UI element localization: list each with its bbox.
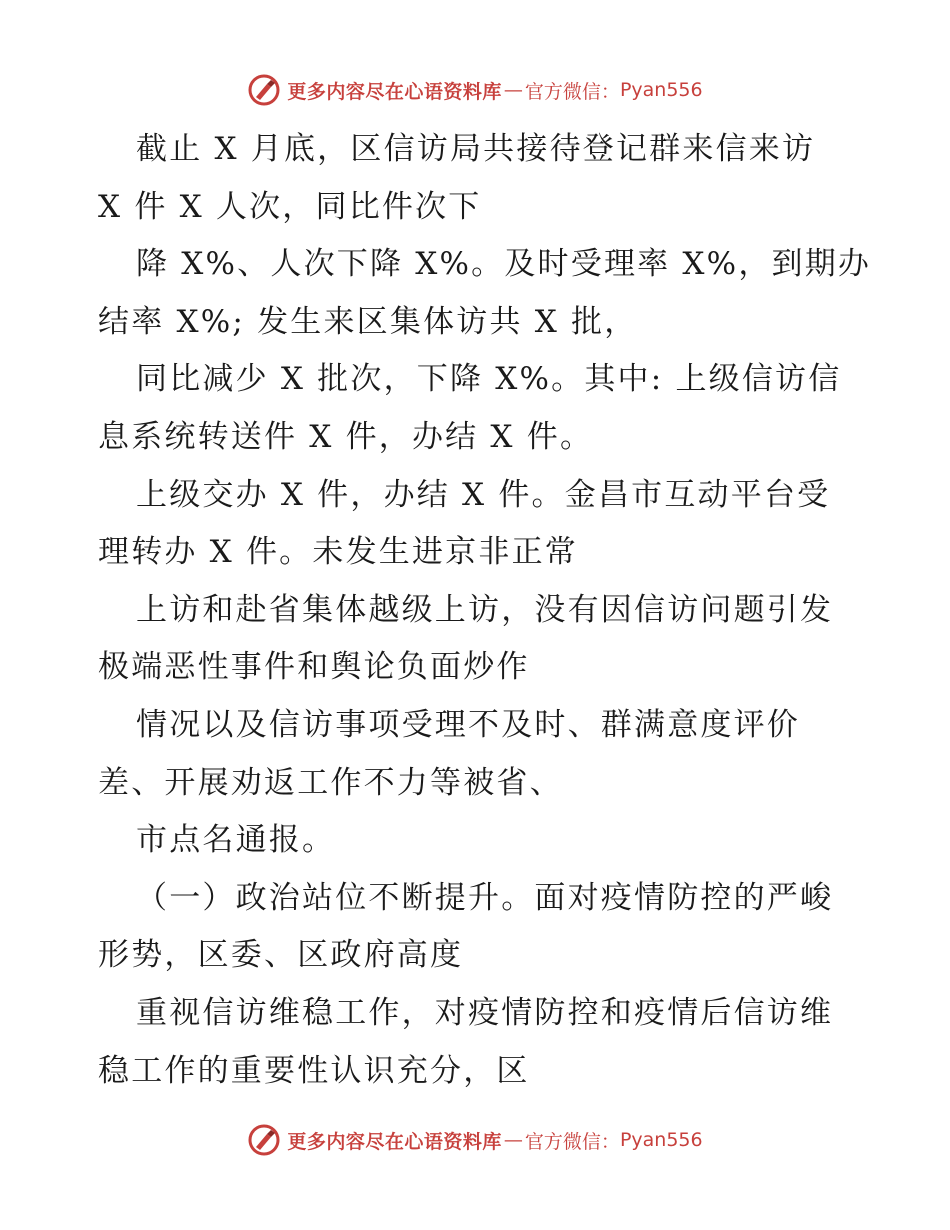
text-line: 差、开展劝返工作不力等被省、 xyxy=(98,764,563,801)
paragraph xyxy=(98,121,858,236)
paragraph xyxy=(98,985,858,1100)
text-line: 上级交办 X 件，办结 X 件。金昌市互动平台受 xyxy=(136,476,831,513)
text-line: 形势，区委、区政府高度 xyxy=(98,937,464,974)
text-line: 理转办 X 件。未发生进京非正常 xyxy=(98,534,578,571)
text-line: 重视信访维稳工作，对疫情防控和疫情后信访维 xyxy=(136,994,834,1031)
text-line: 极端恶性事件和舆论负面炒作 xyxy=(98,649,530,686)
text-line: （一）政治站位不断提升。面对疫情防控的严峻 xyxy=(136,879,834,916)
paragraph xyxy=(98,812,858,870)
footer-wechat-id: Pyan556 xyxy=(619,1129,703,1151)
paragraph xyxy=(98,870,858,985)
pen-logo-icon xyxy=(247,1123,281,1157)
footer-dash: — xyxy=(503,1129,523,1151)
paragraph xyxy=(98,351,858,466)
paragraph xyxy=(98,236,872,351)
footer-wechat-label: 官方微信： xyxy=(524,1130,620,1153)
paragraph xyxy=(98,582,858,697)
pen-logo-icon xyxy=(247,73,281,107)
document-body xyxy=(98,121,872,1100)
text-line: 截止 X 月底，区信访局共接待登记群来信来访 xyxy=(136,131,816,167)
text-line: X 件 X 人次，同比件次下 xyxy=(98,188,482,225)
header-site-text: 更多内容尽在心语资料库 xyxy=(287,80,502,103)
text-line: 市点名通报。 xyxy=(136,822,336,859)
paragraph xyxy=(98,697,858,812)
text-line: 情况以及信访事项受理不及时、群满意度评价 xyxy=(136,706,800,743)
text-line: 降 X%、人次下降 X%。及时受理率 X%，到期办 xyxy=(136,246,872,283)
text-line: 息系统转送件 X 件，办结 X 件。 xyxy=(98,418,594,455)
paragraph xyxy=(98,467,858,582)
text-line: 同比减少 X 批次，下降 X%。其中: 上级信访信 xyxy=(136,361,842,398)
text-line: 上访和赴省集体越级上访，没有因信访问题引发 xyxy=(136,591,834,628)
header-wechat-id: Pyan556 xyxy=(619,79,703,101)
header-wechat-label: 官方微信： xyxy=(524,80,620,103)
header-banner xyxy=(0,68,950,112)
header-dash: — xyxy=(503,79,523,101)
text-line: 结率 X%; 发生来区集体访共 X 批， xyxy=(98,303,638,340)
text-line: 稳工作的重要性认识充分，区 xyxy=(98,1052,530,1089)
footer-site-text: 更多内容尽在心语资料库 xyxy=(287,1130,502,1153)
footer-banner xyxy=(0,1118,950,1162)
